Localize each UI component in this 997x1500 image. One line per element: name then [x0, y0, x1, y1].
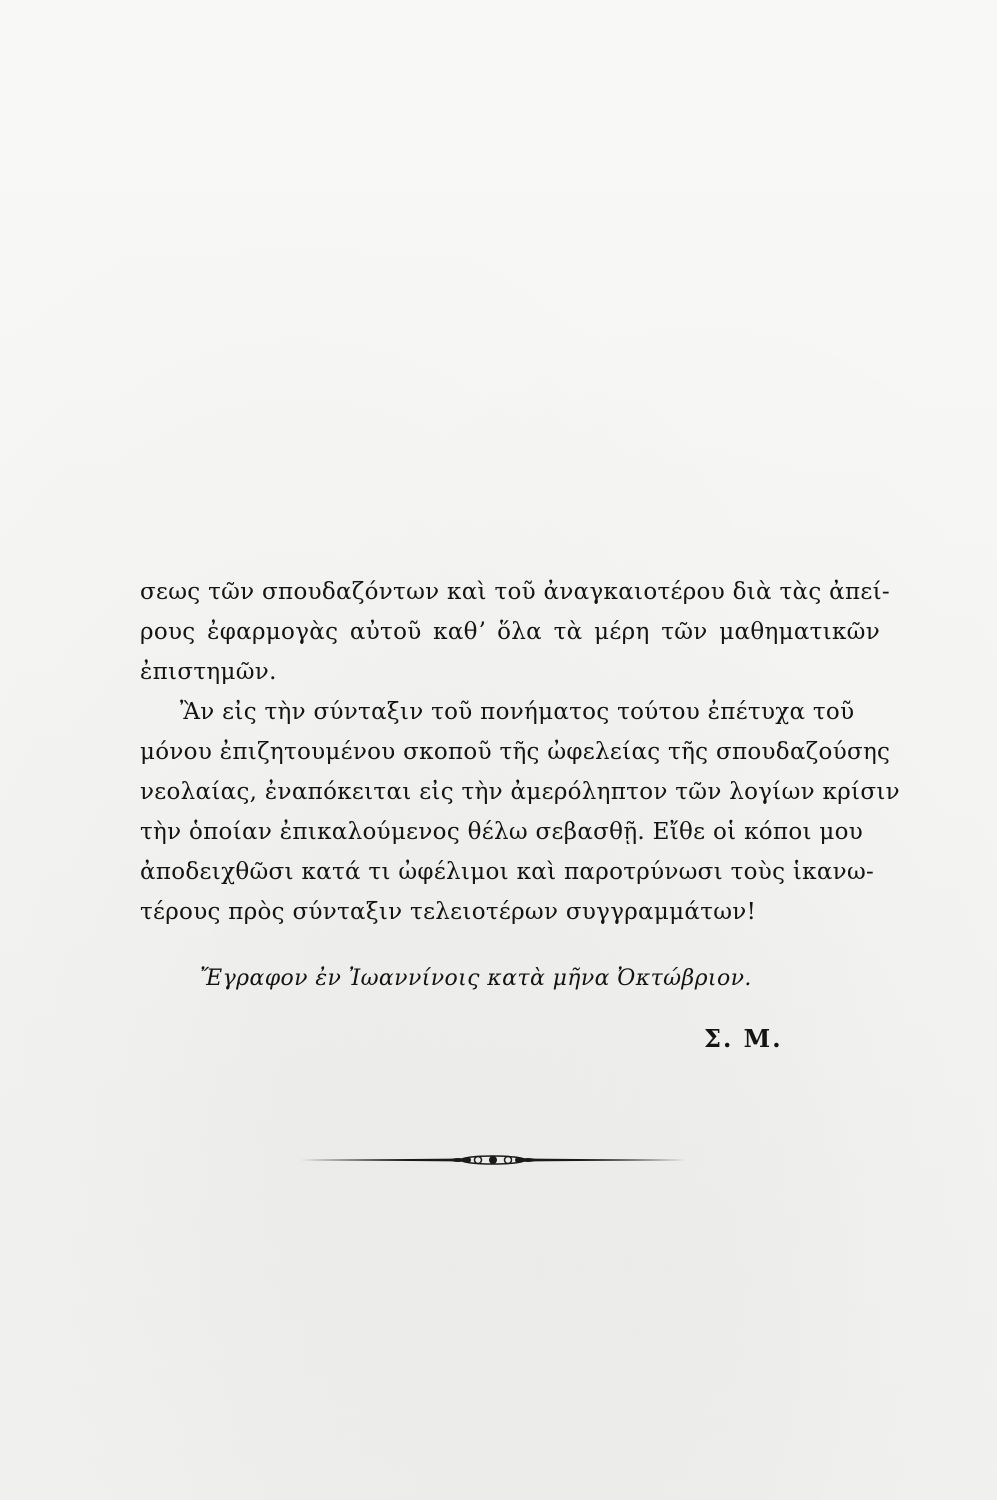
text-line: τὴν ὁποίαν ἐπικαλούμενος θέλω σεβασθῇ. Εἴθε οἱ κόποι μου — [140, 819, 864, 845]
text-line: ἀποδειχθῶσι κατά τι ὠφέλιμοι καὶ παροτρύνωσι τοὺς ἱκανω- — [140, 859, 875, 885]
text-line: ρους ἐφαρμογὰς αὐτοῦ καθʼ ὅλα τὰ μέρη τῶν μαθηματικῶν — [140, 619, 880, 645]
author-initials: Σ. Μ. — [704, 1024, 783, 1053]
signoff-place-date: Ἔγραφον ἐν Ἰωαννίνοις κατὰ μῆνα Ὀκτώβριον. — [200, 966, 752, 991]
text-line: νεολαίας, ἐναπόκειται εἰς τὴν ἀμερόληπτον τῶν λογίων κρίσιν — [140, 779, 900, 805]
text-line: τέρους πρὸς σύνταξιν τελειοτέρων συγγραμμάτων! — [140, 899, 757, 925]
text-line: ἐπιστημῶν. — [140, 659, 277, 685]
body-text — [140, 572, 900, 932]
text-line: Ἂν εἰς τὴν σύνταξιν τοῦ πονήματος τούτου ἐπέτυχα τοῦ — [180, 699, 855, 725]
ornamental-rule — [298, 1148, 688, 1172]
text-line: μόνου ἐπιζητουμένου σκοποῦ τῆς ὠφελείας τῆς σπουδαζούσης — [140, 739, 891, 765]
text-line: σεως τῶν σπουδαζόντων καὶ τοῦ ἀναγκαιοτέρου διὰ τὰς ἀπεί- — [140, 579, 890, 605]
